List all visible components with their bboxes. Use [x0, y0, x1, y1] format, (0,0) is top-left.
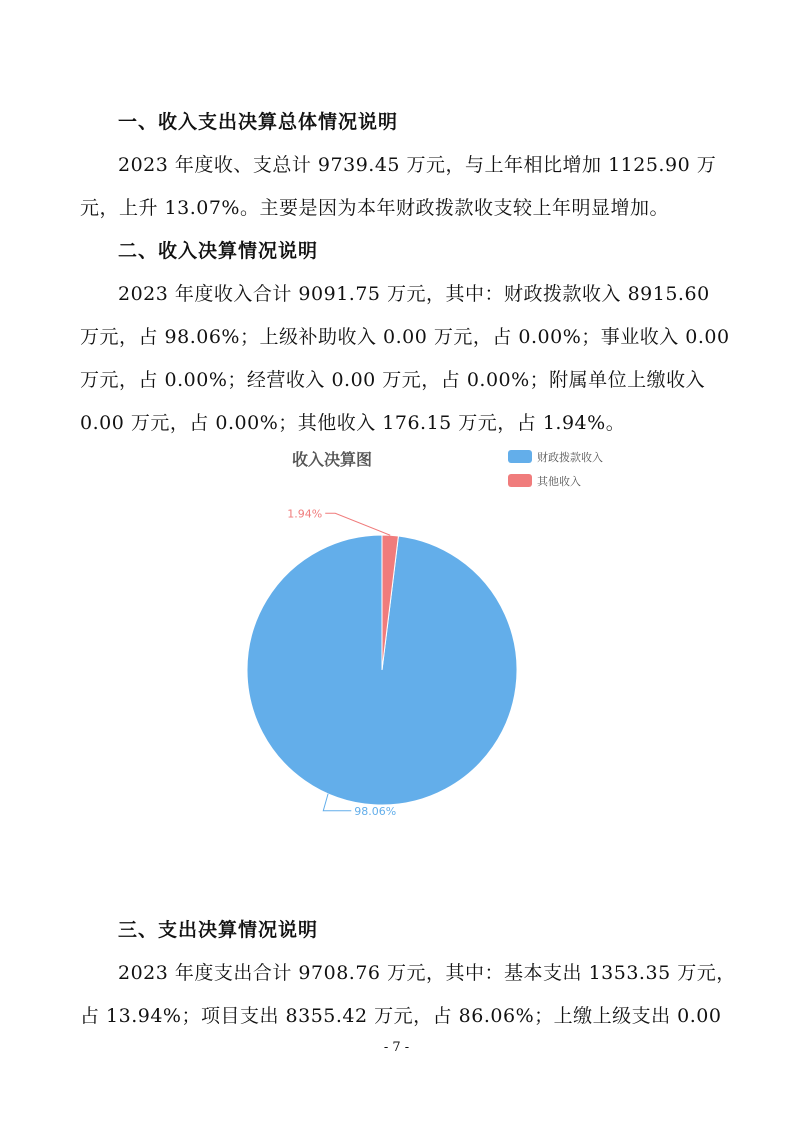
pie-chart-svg [232, 440, 603, 840]
section1-heading: 一、收入支出决算总体情况说明 [118, 111, 399, 133]
legend-label-1: 其他收入 [537, 475, 581, 488]
legend-swatch-0 [508, 450, 532, 463]
slice-label-0: 98.06% [354, 804, 397, 818]
chart-title: 收入决算图 [291, 450, 373, 469]
income-pie-chart [232, 440, 603, 840]
leader-line-1 [325, 513, 390, 535]
legend-label-0: 财政拨款收入 [537, 451, 603, 464]
section3-line-1: 2023 年度支出合计 9708.76 万元，其中：基本支出 1353.35 万元， [118, 962, 736, 984]
pie-slices [247, 535, 517, 805]
section3-line-2: 占 13.94%；项目支出 8355.42 万元，占 86.06%；上缴上级支出 0.00 [80, 1005, 722, 1027]
section1-line-1: 2023 年度收、支总计 9739.45 万元，与上年相比增加 1125.90 万 [118, 154, 717, 176]
legend-swatch-1 [508, 474, 532, 487]
slice-label-1: 1.94% [287, 507, 323, 521]
section2-line-3: 万元，占 0.00%；经营收入 0.00 万元，占 0.00%；附属单位上缴收入 [80, 369, 706, 391]
section1-line-2: 元，上升 13.07%。主要是因为本年财政拨款收支较上年明显增加。 [80, 197, 669, 219]
section2-line-4: 0.00 万元，占 0.00%；其他收入 176.15 万元，占 1.94%。 [80, 412, 626, 434]
section2-line-2: 万元，占 98.06%；上级补助收入 0.00 万元，占 0.00%；事业收入 0.00 [80, 326, 730, 348]
chart-legend [508, 450, 603, 488]
section3-heading: 三、支出决算情况说明 [118, 919, 319, 941]
page-number: - 7 - [383, 1040, 410, 1055]
section2-heading: 二、收入决算情况说明 [118, 240, 319, 262]
section2-line-1: 2023 年度收入合计 9091.75 万元，其中：财政拨款收入 8915.60 [118, 283, 710, 305]
